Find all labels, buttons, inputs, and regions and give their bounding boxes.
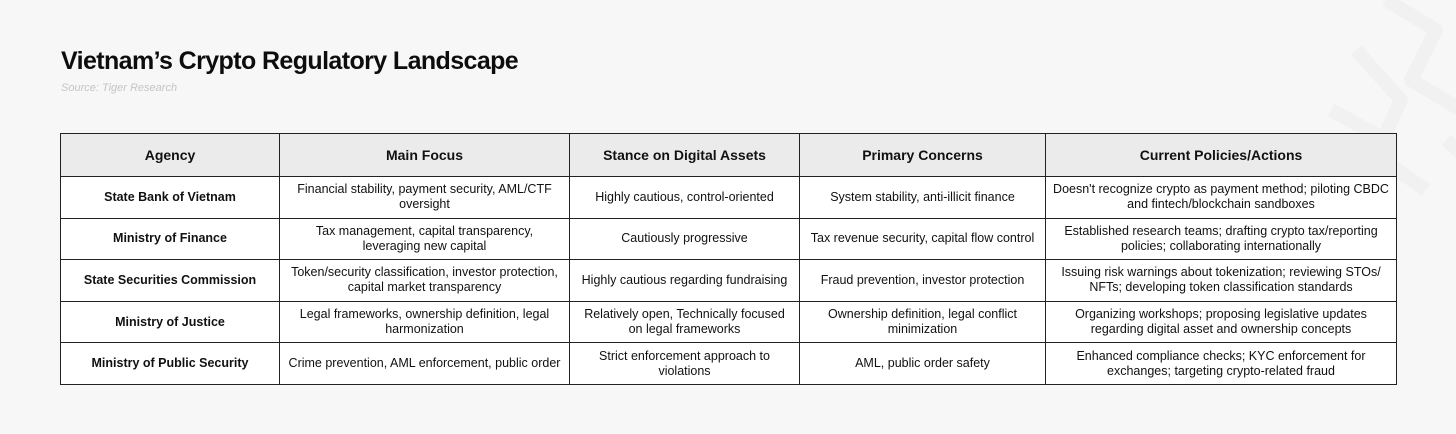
column-header-main-focus: Main Focus [280,134,570,177]
column-header-concerns: Primary Concerns [800,134,1046,177]
table-row [61,343,1397,385]
stance-cell: Relatively open, Technically focused on legal frameworks [570,301,800,343]
concerns-cell: AML, public order safety [800,343,1046,385]
concerns-cell: Ownership definition, legal conflict minimization [800,301,1046,343]
concerns-cell: Tax revenue security, capital flow control [800,218,1046,260]
stance-cell: Cautiously progressive [570,218,800,260]
agency-cell: State Bank of Vietnam [61,177,280,219]
policies-cell: Organizing workshops; proposing legislative updates regarding digital asset and ownership concepts [1046,301,1397,343]
stance-cell: Highly cautious, control-oriented [570,177,800,219]
table-row [61,301,1397,343]
concerns-cell: Fraud prevention, investor protection [800,260,1046,302]
column-header-stance: Stance on Digital Assets [570,134,800,177]
policies-cell: Doesn't recognize crypto as payment method; piloting CBDC and fintech/blockchain sandboxes [1046,177,1397,219]
stance-cell: Strict enforcement approach to violations [570,343,800,385]
agency-cell: Ministry of Finance [61,218,280,260]
source-caption: Source: Tiger Research [61,82,178,94]
main-focus-cell: Legal frameworks, ownership definition, legal harmonization [280,301,570,343]
policies-cell: Enhanced compliance checks; KYC enforcement for exchanges; targeting crypto-related fraud [1046,343,1397,385]
main-focus-cell: Tax management, capital transparency, leveraging new capital [280,218,570,260]
main-focus-cell: Crime prevention, AML enforcement, public order [280,343,570,385]
table-header-row [61,134,1397,177]
table-row [61,177,1397,219]
page-title: Vietnam’s Crypto Regulatory Landscape [61,47,519,75]
concerns-cell: System stability, anti-illicit finance [800,177,1046,219]
policies-cell: Issuing risk warnings about tokenization; reviewing STOs/ NFTs; developing token classification standards [1046,260,1397,302]
column-header-agency: Agency [61,134,280,177]
agency-cell: Ministry of Public Security [61,343,280,385]
regulatory-table [60,133,1397,385]
agency-cell: Ministry of Justice [61,301,280,343]
table-row [61,218,1397,260]
main-focus-cell: Financial stability, payment security, AML/CTF oversight [280,177,570,219]
agency-cell: State Securities Commission [61,260,280,302]
table-row [61,260,1397,302]
column-header-policies: Current Policies/Actions [1046,134,1397,177]
main-focus-cell: Token/security classification, investor protection, capital market transparency [280,260,570,302]
policies-cell: Established research teams; drafting crypto tax/reporting policies; collaborating internationally [1046,218,1397,260]
stance-cell: Highly cautious regarding fundraising [570,260,800,302]
